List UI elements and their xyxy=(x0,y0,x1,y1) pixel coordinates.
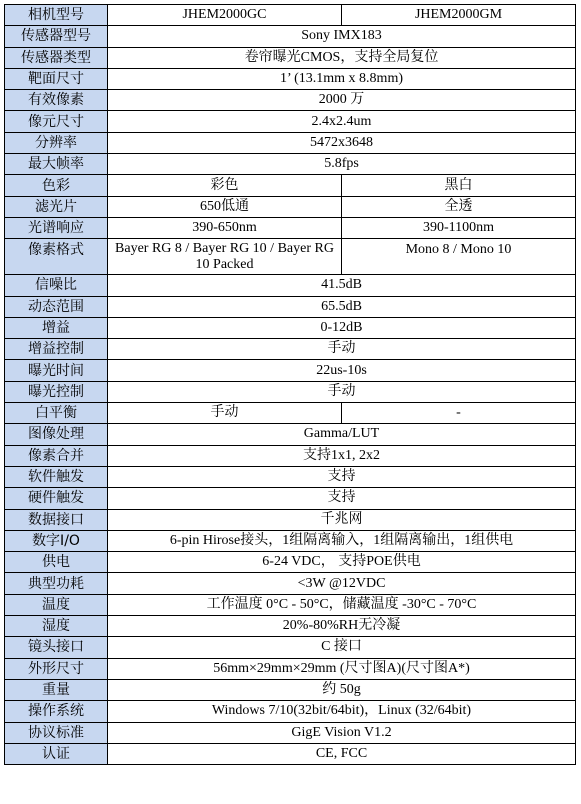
row-value: 5.8fps xyxy=(108,154,576,175)
table-row xyxy=(5,132,576,153)
table-row xyxy=(5,317,576,338)
table-row-split xyxy=(5,403,576,424)
row-label: 像元尺寸 xyxy=(5,111,108,132)
row-label: 操作系统 xyxy=(5,701,108,722)
row-label: 数字I/O xyxy=(5,530,108,551)
gc-value: 390-650nm xyxy=(108,217,342,238)
row-label: 供电 xyxy=(5,552,108,573)
row-value: 22us-10s xyxy=(108,360,576,381)
row-value: 支持 xyxy=(108,488,576,509)
row-label: 硬件触发 xyxy=(5,488,108,509)
row-value: 0-12dB xyxy=(108,317,576,338)
gc-value: 彩色 xyxy=(108,175,342,196)
table-row xyxy=(5,26,576,47)
table-row xyxy=(5,722,576,743)
table-row-split xyxy=(5,175,576,196)
table-row xyxy=(5,743,576,764)
gm-value: 全透 xyxy=(342,196,576,217)
table-row xyxy=(5,154,576,175)
row-label: 数据接口 xyxy=(5,509,108,530)
row-value: 1’ (13.1mm x 8.8mm) xyxy=(108,68,576,89)
row-label: 有效像素 xyxy=(5,90,108,111)
row-label: 外形尺寸 xyxy=(5,658,108,679)
row-value: 千兆网 xyxy=(108,509,576,530)
gc-value: 手动 xyxy=(108,403,342,424)
table-row xyxy=(5,424,576,445)
row-value: 6-24 VDC， 支持POE供电 xyxy=(108,552,576,573)
table-row xyxy=(5,616,576,637)
model-gm: JHEM2000GM xyxy=(342,5,576,26)
table-row xyxy=(5,466,576,487)
row-label: 典型功耗 xyxy=(5,573,108,594)
row-value: 手动 xyxy=(108,381,576,402)
table-row xyxy=(5,68,576,89)
row-label: 认证 xyxy=(5,743,108,764)
row-label: 增益控制 xyxy=(5,339,108,360)
row-value: 支持 xyxy=(108,466,576,487)
spec-table xyxy=(4,4,576,765)
row-label: 像素合并 xyxy=(5,445,108,466)
row-label: 温度 xyxy=(5,594,108,615)
row-label: 曝光控制 xyxy=(5,381,108,402)
row-label: 曝光时间 xyxy=(5,360,108,381)
gc-value: 650低通 xyxy=(108,196,342,217)
model-gc: JHEM2000GC xyxy=(108,5,342,26)
row-label: 最大帧率 xyxy=(5,154,108,175)
row-value: 支持1x1, 2x2 xyxy=(108,445,576,466)
table-row xyxy=(5,637,576,658)
row-value: 41.5dB xyxy=(108,275,576,296)
table-row xyxy=(5,275,576,296)
table-row xyxy=(5,488,576,509)
row-label: 色彩 xyxy=(5,175,108,196)
gc-value: Bayer RG 8 / Bayer RG 10 / Bayer RG 10 Packed xyxy=(108,239,342,275)
row-label: 传感器型号 xyxy=(5,26,108,47)
table-row xyxy=(5,445,576,466)
row-label: 光谱响应 xyxy=(5,217,108,238)
row-label: 图像处理 xyxy=(5,424,108,445)
table-row-split xyxy=(5,196,576,217)
row-value: 手动 xyxy=(108,339,576,360)
row-label: 湿度 xyxy=(5,616,108,637)
row-value: 5472x3648 xyxy=(108,132,576,153)
table-row xyxy=(5,47,576,68)
row-value: 2.4x2.4um xyxy=(108,111,576,132)
row-value: 6-pin Hirose接头，1组隔离输入，1组隔离输出，1组供电 xyxy=(108,530,576,551)
row-value: 56mm×29mm×29mm (尺寸图A)(尺寸图A*) xyxy=(108,658,576,679)
row-value: Windows 7/10(32bit/64bit)，Linux (32/64bit) xyxy=(108,701,576,722)
table-row xyxy=(5,530,576,551)
row-value: <3W @12VDC xyxy=(108,573,576,594)
table-row xyxy=(5,111,576,132)
row-value: CE, FCC xyxy=(108,743,576,764)
table-row xyxy=(5,90,576,111)
row-value: 工作温度 0°C - 50°C，储藏温度 -30°C - 70°C xyxy=(108,594,576,615)
row-label: 靶面尺寸 xyxy=(5,68,108,89)
table-row xyxy=(5,594,576,615)
row-label: 白平衡 xyxy=(5,403,108,424)
row-label: 滤光片 xyxy=(5,196,108,217)
row-label: 增益 xyxy=(5,317,108,338)
table-row xyxy=(5,509,576,530)
row-label: 分辨率 xyxy=(5,132,108,153)
gm-value: Mono 8 / Mono 10 xyxy=(342,239,576,275)
row-value: 2000 万 xyxy=(108,90,576,111)
row-value: C 接口 xyxy=(108,637,576,658)
label-camera-model: 相机型号 xyxy=(5,5,108,26)
row-value: Sony IMX183 xyxy=(108,26,576,47)
row-label: 像素格式 xyxy=(5,239,108,275)
row-value: 20%-80%RH无冷凝 xyxy=(108,616,576,637)
table-row xyxy=(5,701,576,722)
table-row-model xyxy=(5,5,576,26)
table-row xyxy=(5,339,576,360)
row-label: 动态范围 xyxy=(5,296,108,317)
row-value: GigE Vision V1.2 xyxy=(108,722,576,743)
table-row-split xyxy=(5,217,576,238)
row-label: 信噪比 xyxy=(5,275,108,296)
table-row xyxy=(5,658,576,679)
row-value: Gamma/LUT xyxy=(108,424,576,445)
row-label: 传感器类型 xyxy=(5,47,108,68)
table-row xyxy=(5,552,576,573)
gm-value: 390-1100nm xyxy=(342,217,576,238)
table-row xyxy=(5,296,576,317)
gm-value: - xyxy=(342,403,576,424)
row-label: 协议标准 xyxy=(5,722,108,743)
row-value: 约 50g xyxy=(108,679,576,700)
table-row xyxy=(5,679,576,700)
row-label: 软件触发 xyxy=(5,466,108,487)
row-label: 重量 xyxy=(5,679,108,700)
gm-value: 黑白 xyxy=(342,175,576,196)
table-row xyxy=(5,381,576,402)
row-label: 镜头接口 xyxy=(5,637,108,658)
table-row xyxy=(5,360,576,381)
row-value: 65.5dB xyxy=(108,296,576,317)
table-row-split xyxy=(5,239,576,275)
table-row xyxy=(5,573,576,594)
row-value: 卷帘曝光CMOS，支持全局复位 xyxy=(108,47,576,68)
